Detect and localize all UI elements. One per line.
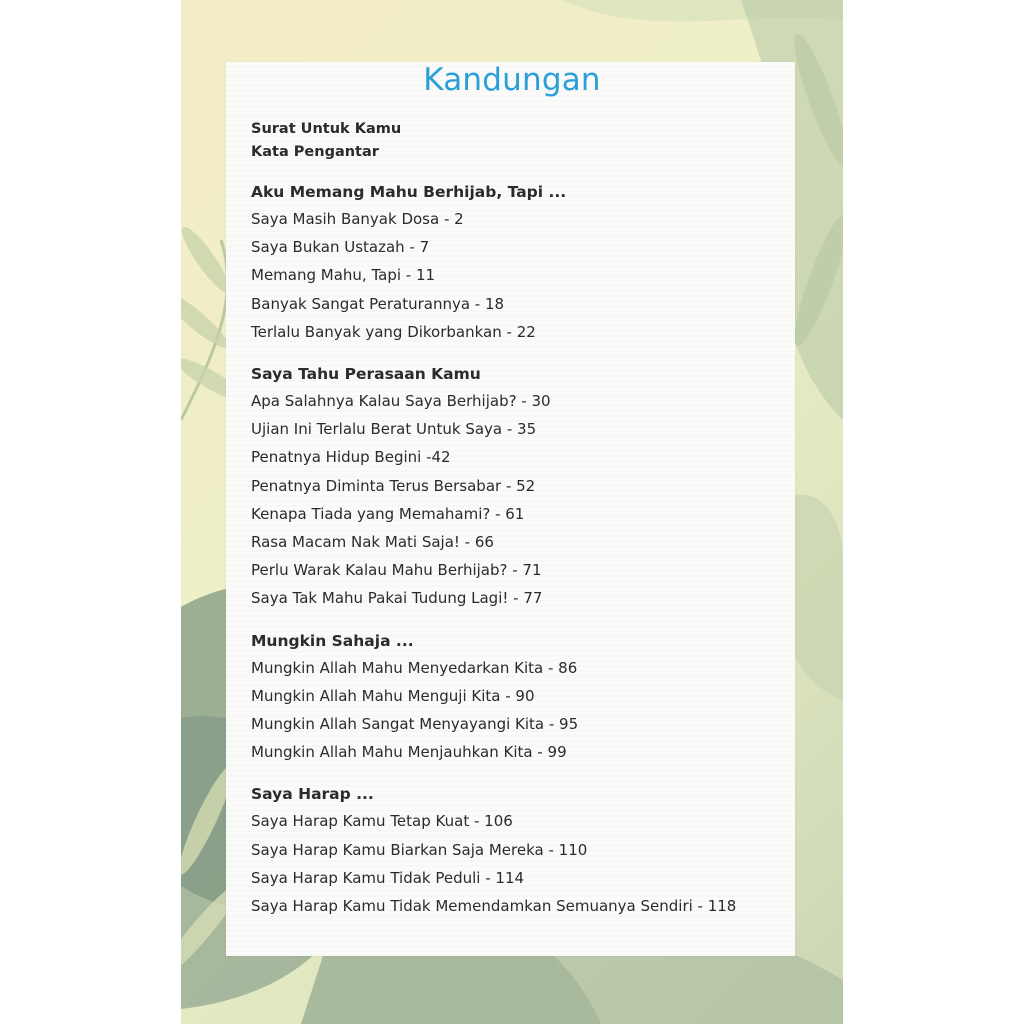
front-matter — [251, 118, 811, 164]
toc-entry: Penatnya Hidup Begini -42 — [251, 448, 451, 467]
front-matter-item: Kata Pengantar — [251, 144, 379, 160]
section-heading: Aku Memang Mahu Berhijab, Tapi ... — [251, 183, 567, 201]
toc-entry: Banyak Sangat Peraturannya - 18 — [251, 294, 505, 313]
toc-entry: Ujian Ini Terlalu Berat Untuk Saya - 35 — [251, 420, 537, 439]
front-matter-item: Surat Untuk Kamu — [251, 121, 402, 137]
table-of-contents — [251, 118, 811, 920]
toc-entry: Mungkin Allah Mahu Menjauhkan Kita - 99 — [251, 743, 567, 762]
toc-entry: Saya Harap Kamu Biarkan Saja Mereka - 110 — [251, 840, 588, 859]
toc-section — [251, 361, 811, 613]
toc-entry: Saya Harap Kamu Tetap Kuat - 106 — [251, 812, 513, 831]
toc-section — [251, 781, 811, 920]
toc-entry: Mungkin Allah Mahu Menguji Kita - 90 — [251, 686, 535, 705]
section-heading: Mungkin Sahaja ... — [251, 631, 414, 650]
toc-entry: Saya Harap Kamu Tidak Peduli - 114 — [251, 868, 525, 887]
toc-section — [251, 179, 811, 346]
toc-section — [251, 628, 811, 767]
toc-entry: Memang Mahu, Tapi - 11 — [251, 266, 436, 285]
toc-entry: Rasa Macam Nak Mati Saja! - 66 — [251, 533, 494, 552]
toc-entry: Saya Tak Mahu Pakai Tudung Lagi! - 77 — [251, 589, 543, 608]
toc-entry: Saya Bukan Ustazah - 7 — [251, 238, 430, 257]
page-title: Kandungan — [423, 62, 601, 98]
section-heading: Saya Harap ... — [251, 785, 374, 804]
toc-entry: Perlu Warak Kalau Mahu Berhijab? - 71 — [251, 561, 542, 580]
toc-entry: Kenapa Tiada yang Memahami? - 61 — [251, 504, 525, 523]
toc-entry: Mungkin Allah Mahu Menyedarkan Kita - 86 — [251, 658, 578, 677]
toc-entry: Penatnya Diminta Terus Bersabar - 52 — [251, 476, 536, 495]
toc-entry: Mungkin Allah Sangat Menyayangi Kita - 95 — [251, 715, 579, 734]
section-heading: Saya Tahu Perasaan Kamu — [251, 365, 481, 384]
toc-entry: Saya Masih Banyak Dosa - 2 — [251, 210, 464, 228]
toc-entry: Terlalu Banyak yang Dikorbankan - 22 — [251, 322, 536, 341]
toc-entry: Apa Salahnya Kalau Saya Berhijab? - 30 — [251, 392, 551, 411]
toc-entry: Saya Harap Kamu Tidak Memendamkan Semuanya Sendiri - 118 — [251, 897, 737, 916]
